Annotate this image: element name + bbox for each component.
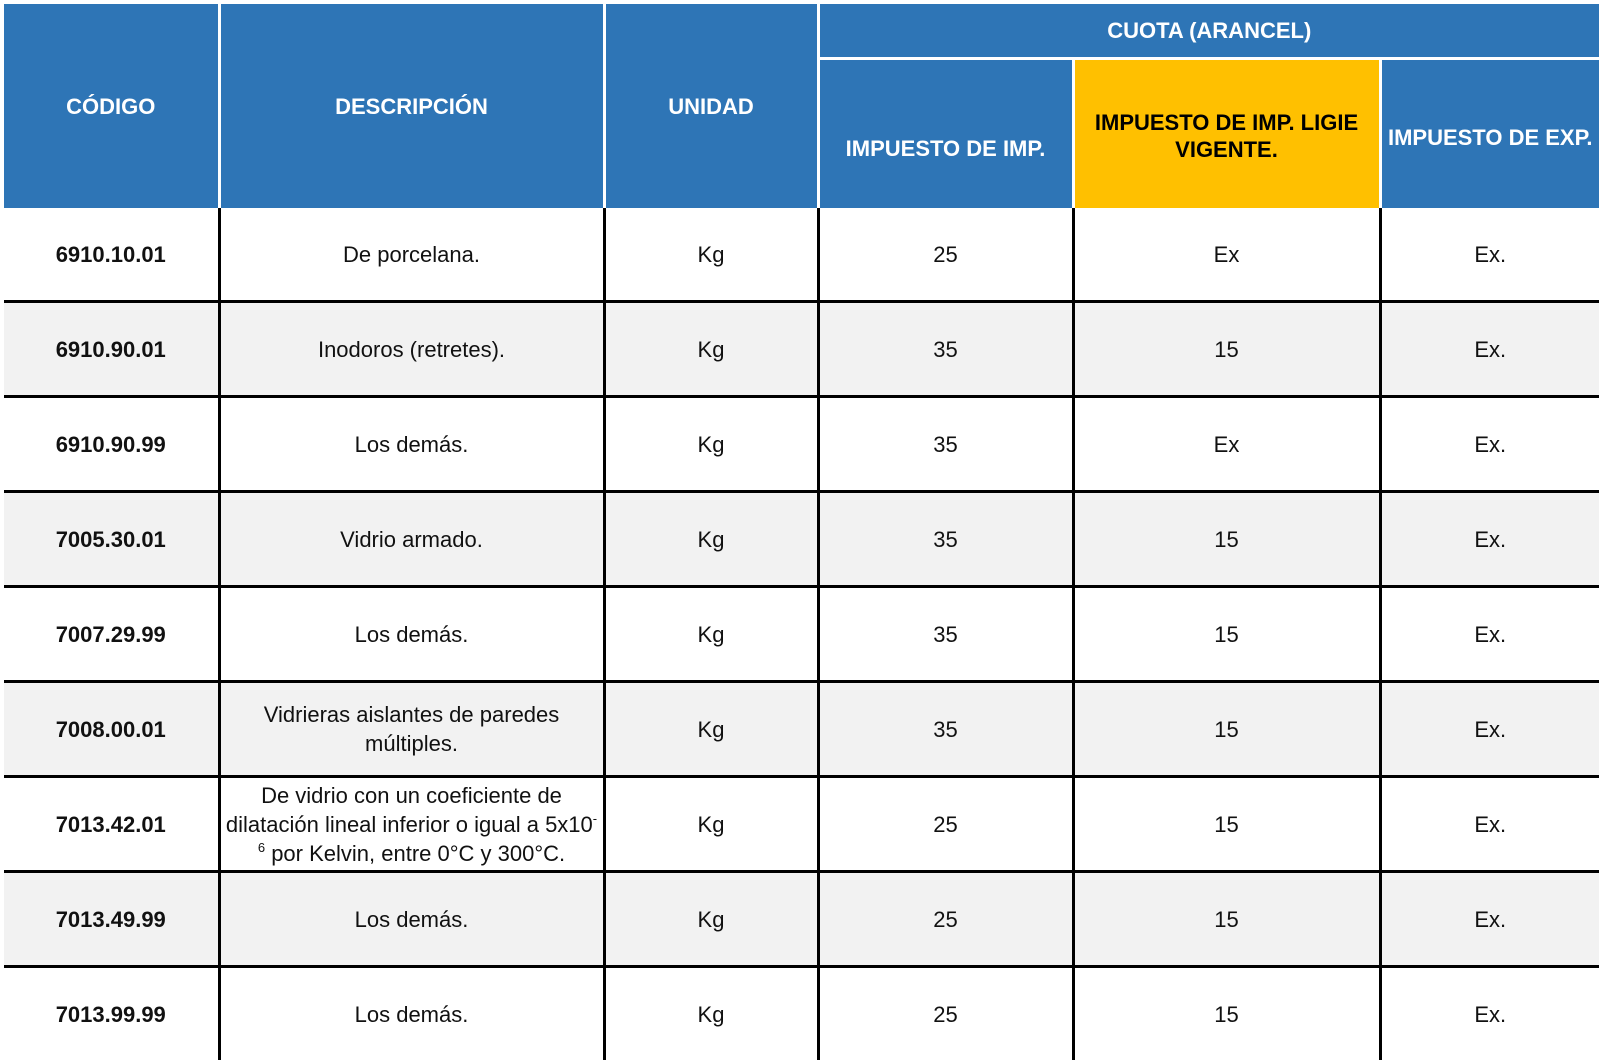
- table-row: [4, 302, 1599, 397]
- table-row: [4, 777, 1599, 872]
- header-codigo: CÓDIGO: [4, 4, 219, 208]
- header-row-top: [4, 4, 1599, 59]
- cell-impuesto-imp: 25: [818, 777, 1073, 872]
- table-row: [4, 492, 1599, 587]
- tariff-table: [4, 4, 1599, 1060]
- cell-impuesto-imp: 35: [818, 397, 1073, 492]
- cell-codigo: 7013.42.01: [4, 777, 219, 872]
- cell-unidad: Kg: [604, 967, 818, 1060]
- cell-impuesto-imp: 25: [818, 872, 1073, 967]
- cell-impuesto-imp: 35: [818, 587, 1073, 682]
- table-header: [4, 4, 1599, 208]
- cell-codigo: 7007.29.99: [4, 587, 219, 682]
- cell-descripcion: Vidrio armado.: [219, 492, 604, 587]
- cell-impuesto-exp: Ex.: [1380, 967, 1599, 1060]
- header-descripcion: DESCRIPCIÓN: [219, 4, 604, 208]
- cell-impuesto-exp: Ex.: [1380, 492, 1599, 587]
- cell-impuesto-exp: Ex.: [1380, 872, 1599, 967]
- cell-impuesto-exp: Ex.: [1380, 587, 1599, 682]
- cell-descripcion: De porcelana.: [219, 208, 604, 302]
- cell-codigo: 7013.49.99: [4, 872, 219, 967]
- cell-descripcion: Los demás.: [219, 397, 604, 492]
- cell-codigo: 7005.30.01: [4, 492, 219, 587]
- header-unidad: UNIDAD: [604, 4, 818, 208]
- cell-impuesto-imp: 35: [818, 492, 1073, 587]
- cell-unidad: Kg: [604, 397, 818, 492]
- cell-impuesto-ligie: 15: [1073, 967, 1380, 1060]
- header-cuota-arancel: CUOTA (ARANCEL): [818, 4, 1599, 59]
- cell-impuesto-exp: Ex.: [1380, 682, 1599, 777]
- cell-descripcion: Los demás.: [219, 872, 604, 967]
- table-row: [4, 397, 1599, 492]
- cell-descripcion: Inodoros (retretes).: [219, 302, 604, 397]
- cell-unidad: Kg: [604, 492, 818, 587]
- cell-impuesto-ligie: Ex: [1073, 208, 1380, 302]
- cell-impuesto-ligie: 15: [1073, 302, 1380, 397]
- cell-impuesto-ligie: 15: [1073, 682, 1380, 777]
- descripcion-text: De vidrio con un coeficiente de dilatación lineal inferior o igual a 5x10: [226, 783, 593, 837]
- cell-impuesto-exp: Ex.: [1380, 397, 1599, 492]
- table-row: [4, 208, 1599, 302]
- cell-impuesto-imp: 25: [818, 208, 1073, 302]
- exponent: -6: [258, 811, 597, 855]
- cell-unidad: Kg: [604, 302, 818, 397]
- cell-unidad: Kg: [604, 777, 818, 872]
- tariff-table-container: [4, 4, 1599, 1060]
- cell-impuesto-imp: 35: [818, 302, 1073, 397]
- cell-descripcion: [219, 777, 604, 872]
- cell-codigo: 6910.10.01: [4, 208, 219, 302]
- cell-codigo: 6910.90.01: [4, 302, 219, 397]
- cell-impuesto-ligie: Ex: [1073, 397, 1380, 492]
- cell-codigo: 7008.00.01: [4, 682, 219, 777]
- table-body: [4, 208, 1599, 1060]
- cell-impuesto-exp: Ex.: [1380, 208, 1599, 302]
- cell-impuesto-ligie: 15: [1073, 777, 1380, 872]
- cell-descripcion: Los demás.: [219, 587, 604, 682]
- header-impuesto-exp: IMPUESTO DE EXP.: [1380, 59, 1599, 209]
- header-impuesto-imp: IMPUESTO DE IMP.: [818, 59, 1073, 209]
- cell-descripcion: Vidrieras aislantes de paredes múltiples.: [219, 682, 604, 777]
- cell-codigo: 6910.90.99: [4, 397, 219, 492]
- cell-unidad: Kg: [604, 682, 818, 777]
- table-row: [4, 682, 1599, 777]
- cell-impuesto-exp: Ex.: [1380, 302, 1599, 397]
- cell-unidad: Kg: [604, 872, 818, 967]
- cell-descripcion: Los demás.: [219, 967, 604, 1060]
- cell-impuesto-ligie: 15: [1073, 492, 1380, 587]
- cell-impuesto-imp: 35: [818, 682, 1073, 777]
- cell-impuesto-exp: Ex.: [1380, 777, 1599, 872]
- cell-impuesto-ligie: 15: [1073, 587, 1380, 682]
- cell-impuesto-ligie: 15: [1073, 872, 1380, 967]
- cell-codigo: 7013.99.99: [4, 967, 219, 1060]
- table-row: [4, 872, 1599, 967]
- cell-impuesto-imp: 25: [818, 967, 1073, 1060]
- table-row: [4, 967, 1599, 1060]
- header-impuesto-imp-ligie: IMPUESTO DE IMP. LIGIE VIGENTE.: [1073, 59, 1380, 209]
- descripcion-text-cont: por Kelvin, entre 0°C y 300°C.: [265, 841, 565, 866]
- cell-unidad: Kg: [604, 208, 818, 302]
- cell-unidad: Kg: [604, 587, 818, 682]
- table-row: [4, 587, 1599, 682]
